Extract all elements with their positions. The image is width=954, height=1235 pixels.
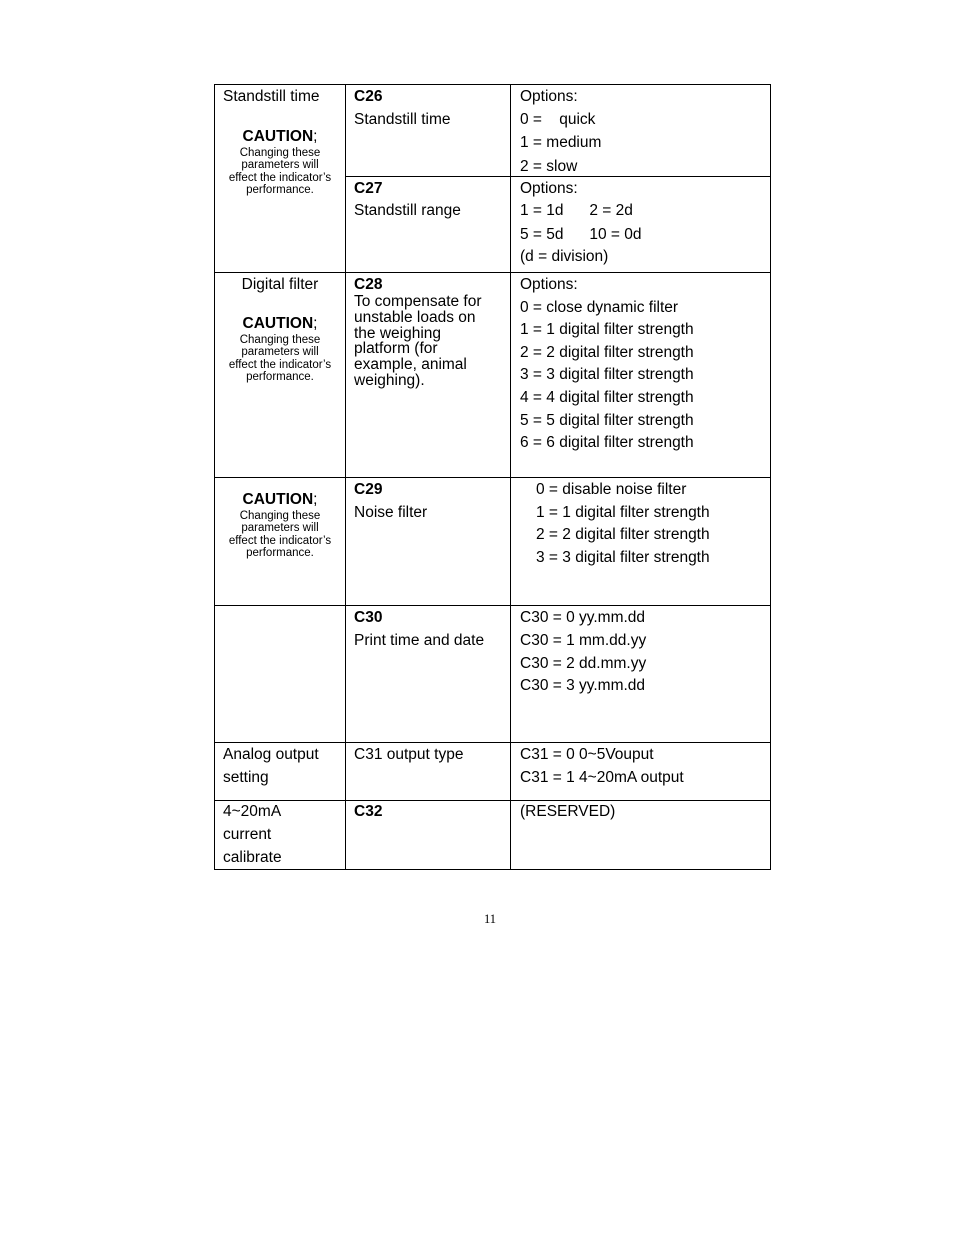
code-cell-c32 [345,800,511,870]
option-line: 1 = 1d 2 = 2d [520,202,633,219]
label-cell-noise [214,477,346,606]
option-line: 2 = 2 digital filter strength [520,344,694,361]
option-line: 4 = 4 digital filter strength [520,389,694,406]
param-code: C26 [354,88,383,105]
options-cell-c28 [510,272,771,478]
options-cell-c32 [510,800,771,870]
caution-note: CAUTION; Changing these parameters will effect the indicator’s performance. [228,128,332,196]
option-line: 0 = close dynamic filter [520,299,679,316]
row-label: Digital filter [241,276,319,293]
param-desc: Standstill time [354,111,451,128]
option-line: 3 = 3 digital filter strength [536,549,710,566]
options-cell-c27 [510,176,771,273]
code-cell-c27 [345,176,511,273]
param-desc: Standstill range [354,202,461,219]
option-line: (d = division) [520,248,609,265]
option-line: 5 = 5 digital filter strength [520,412,694,429]
option-line: C30 = 2 dd.mm.yy [520,655,647,672]
label-cell-empty [214,605,346,743]
option-line: 3 = 3 digital filter strength [520,366,694,383]
code-cell-c29 [345,477,511,606]
option-line: 1 = 1 digital filter strength [536,504,710,521]
page-number: 11 [483,912,497,926]
option-line: Options: [520,88,578,105]
code-cell-c28 [345,272,511,478]
option-line: 6 = 6 digital filter strength [520,434,694,451]
param-desc: Print time and date [354,632,485,649]
options-cell-c29 [510,477,771,606]
code-cell-c31 [345,742,511,801]
label-cell-analog-output [214,742,346,801]
option-line: Options: [520,276,578,293]
code-cell-c30 [345,605,511,743]
label-cell-calibrate [214,800,346,870]
option-line: Options: [520,180,578,197]
option-line: 1 = 1 digital filter strength [520,321,694,338]
option-line: 0 = quick [520,111,596,128]
row-label: 4~20mA [223,803,282,820]
param-code: C32 [354,803,383,820]
param-code: C28 [354,276,383,293]
caution-heading: CAUTION [242,128,314,145]
param-code: C27 [354,180,383,197]
option-line: (RESERVED) [520,803,616,820]
options-cell-c26 [510,84,771,177]
option-line: 1 = medium [520,134,602,151]
option-line: 2 = 2 digital filter strength [536,526,710,543]
option-line: 0 = disable noise filter [536,481,687,498]
option-line: C31 = 1 4~20mA output [520,769,684,786]
row-label: setting [223,769,269,786]
caution-heading: CAUTION [242,491,314,508]
options-cell-c30 [510,605,771,743]
row-label: Standstill time [223,88,320,105]
option-line: 2 = slow [520,158,578,175]
caution-note: CAUTION; Changing these parameters will effect the indicator’s performance. [228,491,332,559]
option-line: C31 = 0 0~5Vouput [520,746,654,763]
row-label: calibrate [223,849,282,866]
param-desc: To compensate for unstable loads on the weighing platform (for example, animal weighing). [354,293,482,389]
param-code: C31 output type [354,746,464,763]
code-cell-c26 [345,84,511,177]
param-code: C29 [354,481,383,498]
options-cell-c31 [510,742,771,801]
option-line: 5 = 5d 10 = 0d [520,226,642,243]
option-line: C30 = 1 mm.dd.yy [520,632,647,649]
option-line: C30 = 3 yy.mm.dd [520,677,646,694]
label-cell-standstill [214,84,346,273]
label-cell-digital-filter [214,272,346,478]
caution-note: CAUTION; Changing these parameters will effect the indicator’s performance. [228,315,332,383]
option-line: C30 = 0 yy.mm.dd [520,609,646,626]
param-desc: Noise filter [354,504,428,521]
caution-heading: CAUTION [242,315,314,332]
row-label: current [223,826,272,843]
row-label: Analog output [223,746,319,763]
param-code: C30 [354,609,383,626]
